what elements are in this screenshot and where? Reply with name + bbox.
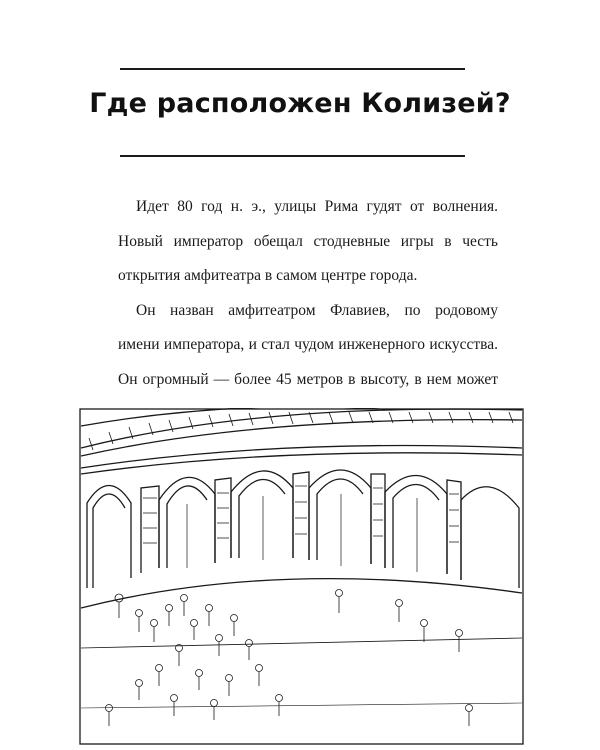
text-line: имени императора, и стал чудом инженерного искусства. (118, 336, 498, 353)
title-rule-top (120, 68, 465, 70)
title-rule-bottom (120, 155, 465, 157)
body-text (118, 190, 498, 397)
colosseum-drawing (79, 408, 524, 745)
text-line: Новый император обещал стодневные игры в честь (118, 232, 498, 250)
text-line: открытия амфитеатра в самом центре города. (118, 267, 418, 284)
page-title: Где расположен Колизей? (89, 88, 511, 119)
text-line: Он назван амфитеатром Флавиев, по родовому (136, 301, 498, 319)
text-line: Идет 80 год н. э., улицы Рима гудят от волнения. (136, 198, 498, 215)
text-line: Он огромный — более 45 метров в высоту, в нем может (118, 370, 498, 388)
colosseum-illustration (79, 408, 524, 745)
